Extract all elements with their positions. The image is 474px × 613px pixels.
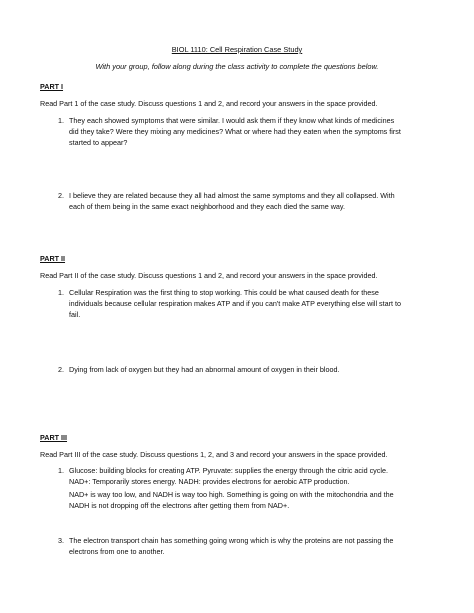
question-number: 1.	[58, 466, 64, 475]
answer-line: did they take? Were they mixing any medicines? What or where had they eaten when the symptoms first	[69, 127, 401, 137]
part-2-instruction: Read Part II of the case study. Discuss questions 1 and 2, and record your answers in the space provided.	[40, 271, 378, 280]
answer-line: started to appear?	[69, 138, 128, 148]
answer-line: NADH is not dropping off the electrons after getting them from NAD+.	[69, 501, 290, 511]
part-3-instruction: Read Part III of the case study. Discuss questions 1, 2, and 3 and record your answers in the space provided.	[40, 450, 388, 459]
answer-line: individuals because cellular respiration makes ATP and if you can't make ATP everything else will start to	[69, 299, 402, 309]
answer-line: They each showed symptoms that were similar. I would ask them if they know what kinds of medicines	[69, 116, 395, 125]
document-title: BIOL 1110: Cell Respiration Case Study	[171, 45, 303, 54]
answer-text	[69, 115, 439, 149]
answer-line: The electron transport chain has something going wrong which is why the proteins are not passing the	[69, 536, 394, 545]
question-number: 3.	[58, 536, 64, 545]
answer-text	[69, 190, 439, 212]
question-number: 2.	[58, 191, 64, 200]
part-3-heading: PART III	[40, 433, 68, 442]
answer-text	[69, 535, 439, 557]
question-number: 1.	[58, 116, 64, 125]
part-1-instruction: Read Part 1 of the case study. Discuss questions 1 and 2, and record your answers in the space provided.	[40, 99, 378, 108]
question-number: 2.	[58, 365, 64, 374]
answer-line: Cellular Respiration was the first thing to stop working. This could be what caused death for these	[69, 288, 379, 297]
answer-text	[69, 489, 439, 511]
answer-line: I believe they are related because they all had almost the same symptoms and they all collapsed. With	[69, 191, 395, 200]
answer-line: Glucose: building blocks for creating ATP. Pyruvate: supplies the energy through the citric acid cycle.	[69, 466, 388, 475]
answer-line: each of them being in the same exact neighborhood and they each died the same way.	[69, 202, 345, 212]
part-1-heading: PART I	[40, 82, 64, 91]
answer-line: Dying from lack of oxygen but they had an abnormal amount of oxygen in their blood.	[69, 365, 340, 374]
answer-text	[69, 364, 439, 375]
answer-text	[69, 287, 439, 321]
answer-line: electrons from one to another.	[69, 547, 165, 557]
question-number: 1.	[58, 288, 64, 297]
answer-text	[69, 465, 439, 487]
part-2-heading: PART II	[40, 254, 66, 263]
answer-line: NAD+ is way too low, and NADH is way too high. Something is going on with the mitochondria and the	[69, 490, 394, 499]
answer-line: fail.	[69, 310, 81, 320]
answer-line: NAD+: Temporarily stores energy. NADH: provides electrons for aerobic ATP production.	[69, 477, 350, 487]
document-subtitle: With your group, follow along during the class activity to complete the questions below.	[95, 62, 379, 71]
